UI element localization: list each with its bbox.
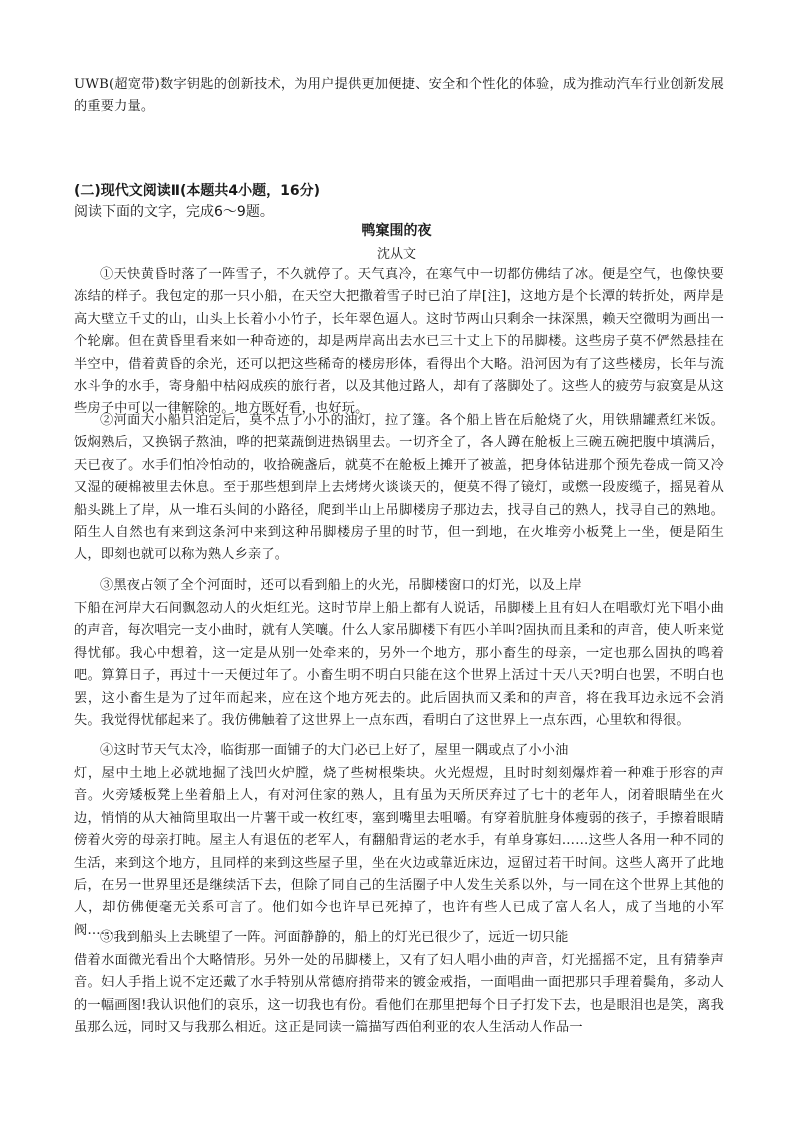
article-paragraph-2: ②河面大小船只泊定后，莫不点了小小的油灯，拉了篷。各个船上皆在后舱烧了火，用铁鼎罐煮红米饭。饭焖熟后，又换锅子熬油，哗的把菜蔬倒进热锅里去。一切齐全了，各人蹲在舱板上三碗五碗把腹中填满后，天已夜了。水手们怕冷怕动的，收拾碗盏后，就莫不在舱板上摊开了被盖，把身体钻进那个预先卷成一筒又冷又湿的硬棉被里去休息。至于那些想到岸上去烤烤火谈谈天的，便莫不得了镜灯，或燃一段废缆子，摇晃着从船头跳上了岸，从一堆石头间的小路径，爬到半山上吊脚楼房子那边去，找寻自己的熟人，找寻自己的熟地。陌生人自然也有来到这条河中来到这种吊脚楼房子里的时节，但一到地，在火堆旁小板凳上一坐，便是陌生人，即刻也就可以称为熟人乡亲了。 bbox=[74, 413, 724, 563]
article-author: 沈从文 bbox=[376, 247, 416, 262]
article-paragraph-4-continued: 灯，屋中土地上必就地掘了浅凹火炉膛，烧了些树根柴块。火光煜煜，且时时刻刻爆炸着一种难于形容的声音。火旁矮板凳上坐着船上人，有对河住家的熟人，且有虽为天所厌弃过了七十的老年人，闭着眼睛坐在火边，悄悄的从大袖筒里取出一片薯干或一枚红枣，塞到嘴里去咀嚼。有穿着肮脏身体瘦弱的孩子，手擦着眼睛傍着火旁的母亲打盹。屋主人有退伍的老军人，有翻船背运的老水手，有单身寡妇……这些人各用一种不同的生活，来到这个地方，且同样的来到这些屋子里，坐在火边或靠近床边，逗留过若干时间。这些人离开了此地后，在另一世界里还是继续活下去，但除了同自己的生活圈子中人发生关系以外，与一同在这个世界上其他的人，却仿佛便毫无关系可言了。他们如今也许早已死掉了，也许有些人已成了富人名人，成了当地的小军阀…… bbox=[74, 766, 724, 938]
article-paragraph-5-start: ⑤我到船头上去眺望了一阵。河面静静的，船上的灯光已很少了，远近一切只能 bbox=[100, 930, 569, 945]
article-paragraph-3-start: ③黑夜占领了全个河面时，还可以看到船上的火光，吊脚楼窗口的灯光，以及上岸 bbox=[100, 578, 582, 593]
article-paragraph-4-start: ④这时节天气太冷，临街那一面铺子的大门必已上好了，屋里一隅或点了小小油 bbox=[100, 743, 569, 758]
section-title: (二)现代文阅读Ⅱ(本题共4小题，16分) bbox=[74, 183, 321, 199]
article-paragraph-5-continued: 借着水面微光看出个大略情形。另外一处的吊脚楼上，又有了妇人唱小曲的声音，灯光摇摇不定，且有猜拳声音。妇人手指上说不定还戴了水手特别从常德府捎带来的镀金戒指，一面唱曲一面把那只手理着鬓角，多动人的一幅画图!我认识他们的哀乐，这一切我也有份。看他们在那里把每个日子打发下去，也是眼泪也是笑，离我虽那么远，同时又与我那么相近。这正是同读一篇描写西伯利亚的农人生活动人作品一 bbox=[74, 953, 724, 1036]
intro-paragraph: UWB(超宽带)数字钥匙的创新技术，为用户提供更加便捷、安全和个性化的体验，成为推动汽车行业创新发展的重要力量。 bbox=[74, 77, 724, 115]
article-title: 鸭窠围的夜 bbox=[361, 223, 432, 239]
article-paragraph-1: ①天快黄昏时落了一阵雪子，不久就停了。天气真冷，在寒气中一切都仿佛结了冰。便是空气，也像快要冻结的样子。我包定的那一只小船，在天空大把撒着雪子时已泊了岸[注]，这地方是个长潭的转折处，两岸是高大壁立千丈的山，山头上长着小小竹子，长年翠色逼人。这时节两山只剩余一抹深黑，赖天空微明为画出一个轮廓。但在黄昏里看来如一种奇迹的，却是两岸高出去水已三十丈上下的吊脚楼。这些房子莫不俨然悬挂在半空中，借着黄昏的余光，还可以把这些稀奇的楼房形体，看得出个大略。沿河因为有了这些楼房，长年与流水斗争的水手，寄身船中枯闷成疾的旅行者，以及其他过路人，却有了落脚处了。这些人的疲劳与寂寞是从这些房子中可以一律解除的。地方既好看，也好玩。 bbox=[74, 267, 724, 417]
instruction-text: 阅读下面的文字，完成6～9题。 bbox=[74, 204, 274, 220]
article-paragraph-3-continued: 下船在河岸大石间飘忽动人的火炬红光。这时节岸上船上都有人说话，吊脚楼上且有妇人在唱歌灯光下唱小曲的声音，每次唱完一支小曲时，就有人笑嚷。什么人家吊脚楼下有匹小羊叫?固执而且柔和的声音，使人听来觉得忧郁。我心中想着，这一定是从别一处牵来的，另外一个地方，那小畜生的母亲，一定也那么固执的鸣着吧。算算日子，再过十一天便过年了。小畜生明不明白只能在这个世界上活过十天八天?明白也罢，不明白也罢，这小畜生是为了过年而起来，应在这个地方死去的。此后固执而又柔和的声音，将在我耳边永远不会消失。我觉得忧郁起来了。我仿佛触着了这世界上一点东西，看明白了这世界上一点东西，心里软和得很。 bbox=[74, 601, 724, 729]
